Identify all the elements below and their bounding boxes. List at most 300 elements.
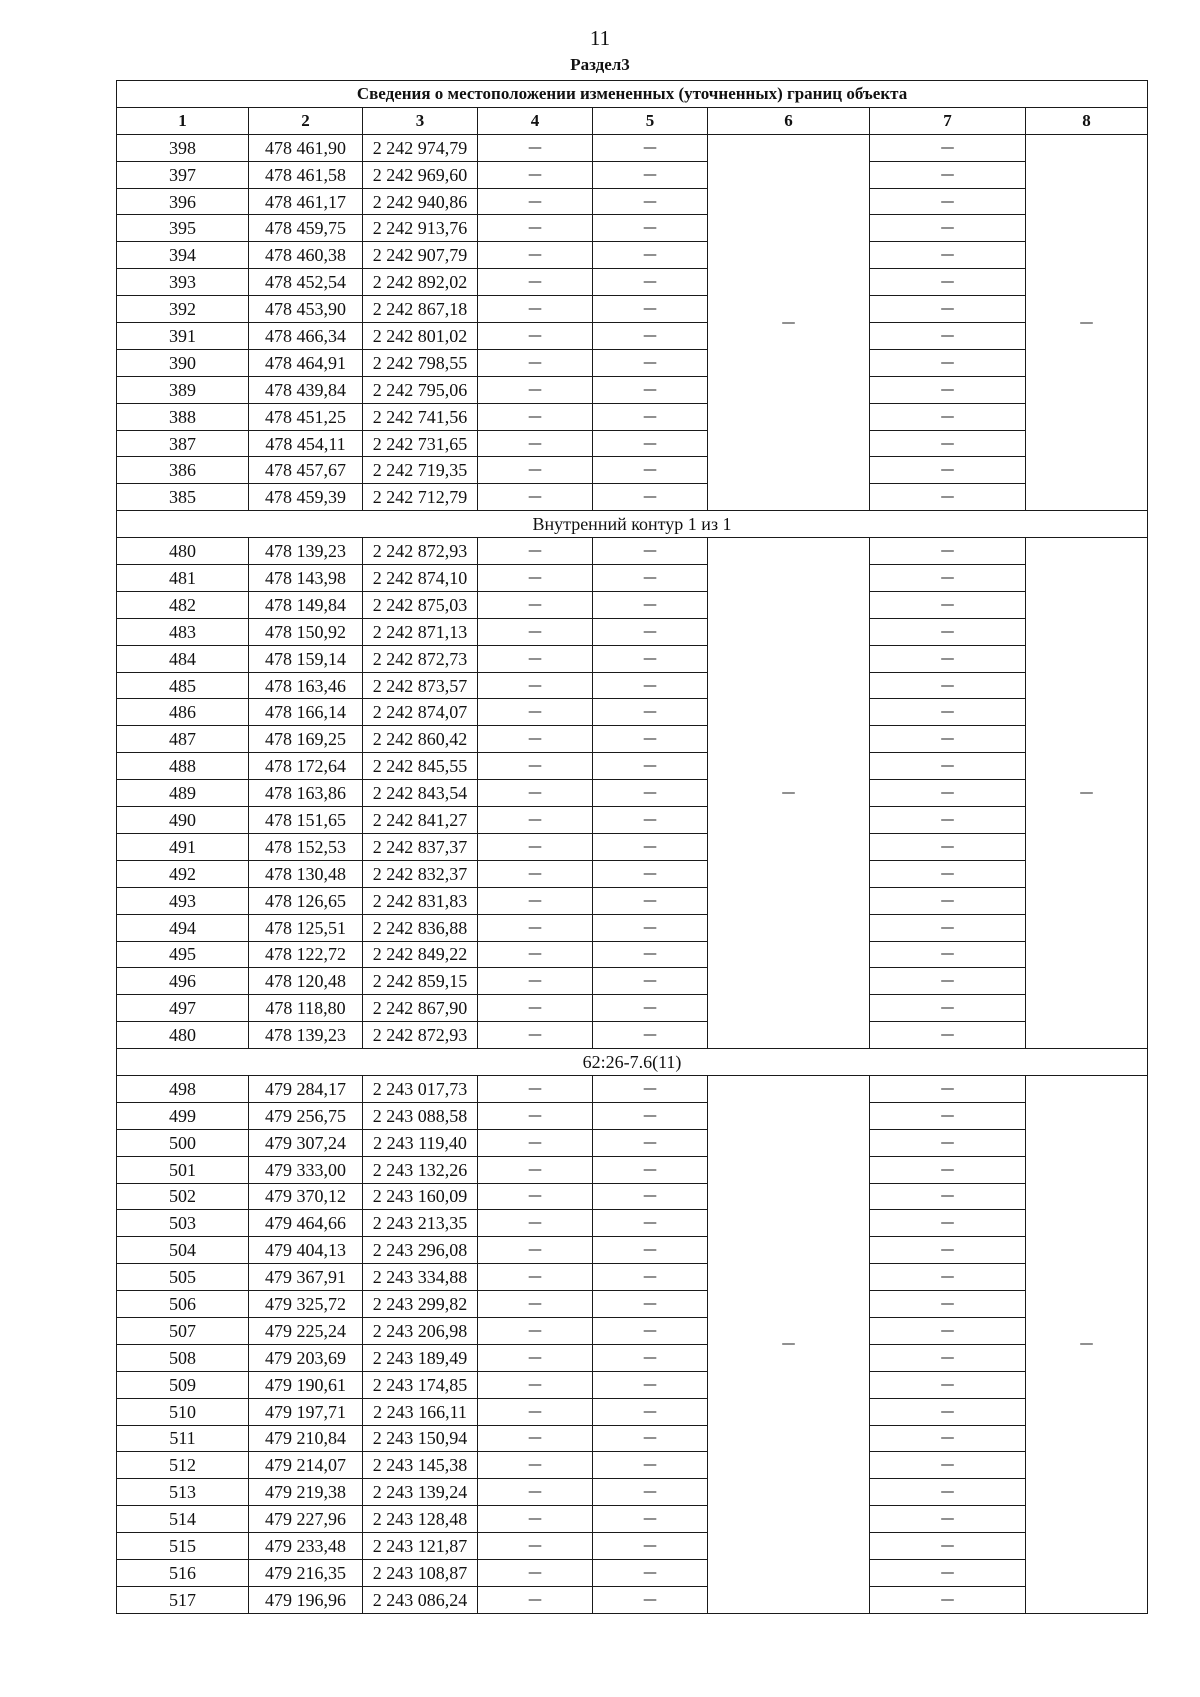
- point-number-cell: 502: [117, 1183, 249, 1210]
- col7-dash-cell: —: [870, 1371, 1026, 1398]
- col7-dash-cell: —: [870, 538, 1026, 565]
- x-coordinate-cell: 478 120,48: [249, 968, 363, 995]
- table-row: [117, 1586, 1148, 1613]
- x-coordinate-cell: 478 169,25: [249, 726, 363, 753]
- col4-dash-cell: —: [478, 726, 593, 753]
- col7-dash-cell: —: [870, 1317, 1026, 1344]
- col6-merged-dash-cell: —: [708, 538, 870, 1049]
- table-row: [117, 1102, 1148, 1129]
- column-header: 6: [708, 107, 870, 134]
- col4-dash-cell: —: [478, 484, 593, 511]
- y-coordinate-cell: 2 242 836,88: [363, 914, 478, 941]
- point-number-cell: 481: [117, 565, 249, 592]
- table-row: [117, 349, 1148, 376]
- y-coordinate-cell: 2 243 132,26: [363, 1156, 478, 1183]
- point-number-cell: 512: [117, 1452, 249, 1479]
- x-coordinate-cell: 478 453,90: [249, 296, 363, 323]
- col7-dash-cell: —: [870, 188, 1026, 215]
- col7-dash-cell: —: [870, 1425, 1026, 1452]
- col7-dash-cell: —: [870, 1533, 1026, 1560]
- point-number-cell: 485: [117, 672, 249, 699]
- y-coordinate-cell: 2 243 296,08: [363, 1237, 478, 1264]
- table-row: [117, 538, 1148, 565]
- y-coordinate-cell: 2 242 873,57: [363, 672, 478, 699]
- col5-dash-cell: —: [593, 1264, 708, 1291]
- col7-dash-cell: —: [870, 134, 1026, 161]
- x-coordinate-cell: 479 284,17: [249, 1075, 363, 1102]
- col4-dash-cell: —: [478, 161, 593, 188]
- col7-dash-cell: —: [870, 161, 1026, 188]
- col7-dash-cell: —: [870, 1479, 1026, 1506]
- y-coordinate-cell: 2 243 166,11: [363, 1398, 478, 1425]
- x-coordinate-cell: 479 216,35: [249, 1559, 363, 1586]
- y-coordinate-cell: 2 242 871,13: [363, 618, 478, 645]
- col5-dash-cell: —: [593, 215, 708, 242]
- col5-dash-cell: —: [593, 1317, 708, 1344]
- col4-dash-cell: —: [478, 780, 593, 807]
- col5-dash-cell: —: [593, 376, 708, 403]
- point-number-cell: 505: [117, 1264, 249, 1291]
- col4-dash-cell: —: [478, 1425, 593, 1452]
- x-coordinate-cell: 478 143,98: [249, 565, 363, 592]
- table-row: [117, 1210, 1148, 1237]
- point-number-cell: 391: [117, 323, 249, 350]
- point-number-cell: 393: [117, 269, 249, 296]
- table-row: [117, 833, 1148, 860]
- col4-dash-cell: —: [478, 242, 593, 269]
- col5-dash-cell: —: [593, 349, 708, 376]
- point-number-cell: 491: [117, 833, 249, 860]
- contour-label-row: [117, 1049, 1148, 1076]
- col7-dash-cell: —: [870, 1022, 1026, 1049]
- point-number-cell: 499: [117, 1102, 249, 1129]
- y-coordinate-cell: 2 242 831,83: [363, 887, 478, 914]
- x-coordinate-cell: 479 233,48: [249, 1533, 363, 1560]
- table-row: [117, 995, 1148, 1022]
- col4-dash-cell: —: [478, 403, 593, 430]
- col7-dash-cell: —: [870, 860, 1026, 887]
- table-row: [117, 403, 1148, 430]
- y-coordinate-cell: 2 242 860,42: [363, 726, 478, 753]
- y-coordinate-cell: 2 242 841,27: [363, 807, 478, 834]
- y-coordinate-cell: 2 242 940,86: [363, 188, 478, 215]
- x-coordinate-cell: 478 163,86: [249, 780, 363, 807]
- contour-label: Внутренний контур 1 из 1: [117, 511, 1148, 538]
- col7-dash-cell: —: [870, 1156, 1026, 1183]
- point-number-cell: 506: [117, 1291, 249, 1318]
- point-number-cell: 385: [117, 484, 249, 511]
- table-row: [117, 323, 1148, 350]
- col5-dash-cell: —: [593, 457, 708, 484]
- table-row: [117, 807, 1148, 834]
- col4-dash-cell: —: [478, 1533, 593, 1560]
- point-number-cell: 387: [117, 430, 249, 457]
- point-number-cell: 492: [117, 860, 249, 887]
- x-coordinate-cell: 479 210,84: [249, 1425, 363, 1452]
- col7-dash-cell: —: [870, 1075, 1026, 1102]
- col5-dash-cell: —: [593, 296, 708, 323]
- x-coordinate-cell: 479 196,96: [249, 1586, 363, 1613]
- y-coordinate-cell: 2 243 145,38: [363, 1452, 478, 1479]
- col7-dash-cell: —: [870, 1398, 1026, 1425]
- y-coordinate-cell: 2 242 832,37: [363, 860, 478, 887]
- x-coordinate-cell: 479 197,71: [249, 1398, 363, 1425]
- point-number-cell: 507: [117, 1317, 249, 1344]
- table-row: [117, 1237, 1148, 1264]
- col4-dash-cell: —: [478, 591, 593, 618]
- x-coordinate-cell: 479 225,24: [249, 1317, 363, 1344]
- table-row: [117, 161, 1148, 188]
- table-row: [117, 1183, 1148, 1210]
- y-coordinate-cell: 2 243 150,94: [363, 1425, 478, 1452]
- col7-dash-cell: —: [870, 672, 1026, 699]
- col4-dash-cell: —: [478, 565, 593, 592]
- col5-dash-cell: —: [593, 887, 708, 914]
- contour-label-row: [117, 511, 1148, 538]
- col4-dash-cell: —: [478, 1506, 593, 1533]
- col4-dash-cell: —: [478, 349, 593, 376]
- col4-dash-cell: —: [478, 188, 593, 215]
- point-number-cell: 510: [117, 1398, 249, 1425]
- col7-dash-cell: —: [870, 645, 1026, 672]
- column-numbers-row: [117, 107, 1148, 134]
- col7-dash-cell: —: [870, 1452, 1026, 1479]
- y-coordinate-cell: 2 242 843,54: [363, 780, 478, 807]
- y-coordinate-cell: 2 243 299,82: [363, 1291, 478, 1318]
- col7-dash-cell: —: [870, 753, 1026, 780]
- table-row: [117, 726, 1148, 753]
- y-coordinate-cell: 2 242 867,18: [363, 296, 478, 323]
- point-number-cell: 514: [117, 1506, 249, 1533]
- y-coordinate-cell: 2 242 872,93: [363, 538, 478, 565]
- col7-dash-cell: —: [870, 376, 1026, 403]
- point-number-cell: 480: [117, 538, 249, 565]
- y-coordinate-cell: 2 242 874,10: [363, 565, 478, 592]
- point-number-cell: 398: [117, 134, 249, 161]
- table-row: [117, 941, 1148, 968]
- col4-dash-cell: —: [478, 1075, 593, 1102]
- table-row: [117, 1264, 1148, 1291]
- x-coordinate-cell: 478 130,48: [249, 860, 363, 887]
- col7-dash-cell: —: [870, 1183, 1026, 1210]
- y-coordinate-cell: 2 242 867,90: [363, 995, 478, 1022]
- col7-dash-cell: —: [870, 1559, 1026, 1586]
- column-header: 3: [363, 107, 478, 134]
- point-number-cell: 516: [117, 1559, 249, 1586]
- col8-merged-dash-cell: —: [1026, 538, 1148, 1049]
- table-body: [117, 134, 1148, 1613]
- col7-dash-cell: —: [870, 457, 1026, 484]
- table-row: [117, 699, 1148, 726]
- col5-dash-cell: —: [593, 1156, 708, 1183]
- col5-dash-cell: —: [593, 833, 708, 860]
- x-coordinate-cell: 478 159,14: [249, 645, 363, 672]
- table-row: [117, 1559, 1148, 1586]
- table-row: [117, 860, 1148, 887]
- col7-dash-cell: —: [870, 1344, 1026, 1371]
- y-coordinate-cell: 2 242 837,37: [363, 833, 478, 860]
- table-row: [117, 376, 1148, 403]
- point-number-cell: 503: [117, 1210, 249, 1237]
- point-number-cell: 496: [117, 968, 249, 995]
- section-title: Раздел3: [570, 55, 630, 74]
- y-coordinate-cell: 2 243 213,35: [363, 1210, 478, 1237]
- col5-dash-cell: —: [593, 134, 708, 161]
- y-coordinate-cell: 2 243 174,85: [363, 1371, 478, 1398]
- table-row: [117, 968, 1148, 995]
- col4-dash-cell: —: [478, 1264, 593, 1291]
- col7-dash-cell: —: [870, 430, 1026, 457]
- col7-dash-cell: —: [870, 242, 1026, 269]
- col5-dash-cell: —: [593, 1102, 708, 1129]
- x-coordinate-cell: 479 404,13: [249, 1237, 363, 1264]
- col4-dash-cell: —: [478, 618, 593, 645]
- col5-dash-cell: —: [593, 1129, 708, 1156]
- col4-dash-cell: —: [478, 430, 593, 457]
- col5-dash-cell: —: [593, 1559, 708, 1586]
- col4-dash-cell: —: [478, 995, 593, 1022]
- y-coordinate-cell: 2 242 875,03: [363, 591, 478, 618]
- col7-dash-cell: —: [870, 1264, 1026, 1291]
- point-number-cell: 509: [117, 1371, 249, 1398]
- x-coordinate-cell: 478 139,23: [249, 1022, 363, 1049]
- x-coordinate-cell: 478 166,14: [249, 699, 363, 726]
- boundary-coordinates-table: [116, 80, 1148, 1614]
- x-coordinate-cell: 478 439,84: [249, 376, 363, 403]
- col4-dash-cell: —: [478, 1237, 593, 1264]
- table-row: [117, 618, 1148, 645]
- x-coordinate-cell: 479 256,75: [249, 1102, 363, 1129]
- col5-dash-cell: —: [593, 1210, 708, 1237]
- table-row: [117, 591, 1148, 618]
- point-number-cell: 490: [117, 807, 249, 834]
- col5-dash-cell: —: [593, 618, 708, 645]
- table-row: [117, 1156, 1148, 1183]
- col7-dash-cell: —: [870, 887, 1026, 914]
- col5-dash-cell: —: [593, 780, 708, 807]
- col8-merged-dash-cell: —: [1026, 134, 1148, 510]
- col4-dash-cell: —: [478, 1156, 593, 1183]
- col4-dash-cell: —: [478, 538, 593, 565]
- col4-dash-cell: —: [478, 1210, 593, 1237]
- x-coordinate-cell: 478 466,34: [249, 323, 363, 350]
- table-row: [117, 1425, 1148, 1452]
- col7-dash-cell: —: [870, 269, 1026, 296]
- x-coordinate-cell: 478 457,67: [249, 457, 363, 484]
- col7-dash-cell: —: [870, 1237, 1026, 1264]
- x-coordinate-cell: 478 464,91: [249, 349, 363, 376]
- point-number-cell: 396: [117, 188, 249, 215]
- table-row: [117, 1533, 1148, 1560]
- y-coordinate-cell: 2 242 741,56: [363, 403, 478, 430]
- table-row: [117, 1022, 1148, 1049]
- col5-dash-cell: —: [593, 161, 708, 188]
- x-coordinate-cell: 479 464,66: [249, 1210, 363, 1237]
- table-row: [117, 1371, 1148, 1398]
- col5-dash-cell: —: [593, 1506, 708, 1533]
- table-row: [117, 565, 1148, 592]
- col7-dash-cell: —: [870, 1210, 1026, 1237]
- point-number-cell: 498: [117, 1075, 249, 1102]
- col7-dash-cell: —: [870, 726, 1026, 753]
- col5-dash-cell: —: [593, 1586, 708, 1613]
- column-header: 4: [478, 107, 593, 134]
- col4-dash-cell: —: [478, 296, 593, 323]
- col5-dash-cell: —: [593, 242, 708, 269]
- y-coordinate-cell: 2 242 969,60: [363, 161, 478, 188]
- x-coordinate-cell: 479 333,00: [249, 1156, 363, 1183]
- y-coordinate-cell: 2 242 798,55: [363, 349, 478, 376]
- contour-label: 62:26-7.6(11): [117, 1049, 1148, 1076]
- col7-dash-cell: —: [870, 215, 1026, 242]
- point-number-cell: 504: [117, 1237, 249, 1264]
- col4-dash-cell: —: [478, 1586, 593, 1613]
- col6-merged-dash-cell: —: [708, 1075, 870, 1613]
- col5-dash-cell: —: [593, 1425, 708, 1452]
- table-row: [117, 296, 1148, 323]
- point-number-cell: 494: [117, 914, 249, 941]
- table-row: [117, 242, 1148, 269]
- col5-dash-cell: —: [593, 941, 708, 968]
- x-coordinate-cell: 478 126,65: [249, 887, 363, 914]
- col5-dash-cell: —: [593, 1371, 708, 1398]
- x-coordinate-cell: 478 150,92: [249, 618, 363, 645]
- col5-dash-cell: —: [593, 269, 708, 296]
- y-coordinate-cell: 2 243 160,09: [363, 1183, 478, 1210]
- col5-dash-cell: —: [593, 995, 708, 1022]
- point-number-cell: 497: [117, 995, 249, 1022]
- point-number-cell: 482: [117, 591, 249, 618]
- col7-dash-cell: —: [870, 941, 1026, 968]
- col5-dash-cell: —: [593, 1452, 708, 1479]
- x-coordinate-cell: 479 367,91: [249, 1264, 363, 1291]
- column-header: 1: [117, 107, 249, 134]
- table-header: [117, 81, 1148, 135]
- table-row: [117, 457, 1148, 484]
- col4-dash-cell: —: [478, 1183, 593, 1210]
- table-row: [117, 753, 1148, 780]
- y-coordinate-cell: 2 243 128,48: [363, 1506, 478, 1533]
- col7-dash-cell: —: [870, 1102, 1026, 1129]
- col7-dash-cell: —: [870, 1129, 1026, 1156]
- col7-dash-cell: —: [870, 914, 1026, 941]
- col4-dash-cell: —: [478, 645, 593, 672]
- col5-dash-cell: —: [593, 914, 708, 941]
- col4-dash-cell: —: [478, 914, 593, 941]
- y-coordinate-cell: 2 243 189,49: [363, 1344, 478, 1371]
- col5-dash-cell: —: [593, 726, 708, 753]
- table-row: [117, 887, 1148, 914]
- y-coordinate-cell: 2 242 874,07: [363, 699, 478, 726]
- col4-dash-cell: —: [478, 753, 593, 780]
- col4-dash-cell: —: [478, 1129, 593, 1156]
- col4-dash-cell: —: [478, 968, 593, 995]
- col5-dash-cell: —: [593, 1398, 708, 1425]
- y-coordinate-cell: 2 242 913,76: [363, 215, 478, 242]
- col7-dash-cell: —: [870, 323, 1026, 350]
- col5-dash-cell: —: [593, 403, 708, 430]
- y-coordinate-cell: 2 242 849,22: [363, 941, 478, 968]
- table-row: [117, 780, 1148, 807]
- col5-dash-cell: —: [593, 1075, 708, 1102]
- y-coordinate-cell: 2 242 712,79: [363, 484, 478, 511]
- col7-dash-cell: —: [870, 1291, 1026, 1318]
- x-coordinate-cell: 479 219,38: [249, 1479, 363, 1506]
- col4-dash-cell: —: [478, 1102, 593, 1129]
- col5-dash-cell: —: [593, 188, 708, 215]
- col5-dash-cell: —: [593, 1479, 708, 1506]
- col5-dash-cell: —: [593, 1183, 708, 1210]
- col4-dash-cell: —: [478, 860, 593, 887]
- table-row: [117, 1344, 1148, 1371]
- x-coordinate-cell: 478 451,25: [249, 403, 363, 430]
- x-coordinate-cell: 478 459,39: [249, 484, 363, 511]
- col4-dash-cell: —: [478, 941, 593, 968]
- point-number-cell: 515: [117, 1533, 249, 1560]
- y-coordinate-cell: 2 242 795,06: [363, 376, 478, 403]
- col8-merged-dash-cell: —: [1026, 1075, 1148, 1613]
- point-number-cell: 388: [117, 403, 249, 430]
- col4-dash-cell: —: [478, 807, 593, 834]
- y-coordinate-cell: 2 243 119,40: [363, 1129, 478, 1156]
- point-number-cell: 392: [117, 296, 249, 323]
- col5-dash-cell: —: [593, 645, 708, 672]
- col7-dash-cell: —: [870, 699, 1026, 726]
- page-number: 11: [589, 26, 611, 50]
- col7-dash-cell: —: [870, 296, 1026, 323]
- point-number-cell: 397: [117, 161, 249, 188]
- x-coordinate-cell: 478 125,51: [249, 914, 363, 941]
- point-number-cell: 511: [117, 1425, 249, 1452]
- col5-dash-cell: —: [593, 1022, 708, 1049]
- table-row: [117, 215, 1148, 242]
- x-coordinate-cell: 478 122,72: [249, 941, 363, 968]
- column-header: 8: [1026, 107, 1148, 134]
- x-coordinate-cell: 478 452,54: [249, 269, 363, 296]
- col5-dash-cell: —: [593, 484, 708, 511]
- y-coordinate-cell: 2 243 121,87: [363, 1533, 478, 1560]
- col4-dash-cell: —: [478, 1344, 593, 1371]
- table-row: [117, 1317, 1148, 1344]
- col5-dash-cell: —: [593, 807, 708, 834]
- y-coordinate-cell: 2 242 859,15: [363, 968, 478, 995]
- col4-dash-cell: —: [478, 134, 593, 161]
- x-coordinate-cell: 479 325,72: [249, 1291, 363, 1318]
- col5-dash-cell: —: [593, 672, 708, 699]
- point-number-cell: 495: [117, 941, 249, 968]
- col5-dash-cell: —: [593, 860, 708, 887]
- col7-dash-cell: —: [870, 403, 1026, 430]
- x-coordinate-cell: 479 203,69: [249, 1344, 363, 1371]
- col5-dash-cell: —: [593, 1237, 708, 1264]
- col4-dash-cell: —: [478, 1291, 593, 1318]
- table-row: [117, 134, 1148, 161]
- table-row: [117, 1506, 1148, 1533]
- col4-dash-cell: —: [478, 376, 593, 403]
- x-coordinate-cell: 479 227,96: [249, 1506, 363, 1533]
- table-row: [117, 645, 1148, 672]
- table-caption: Сведения о местоположении измененных (уточненных) границ объекта: [117, 81, 1148, 108]
- col4-dash-cell: —: [478, 1398, 593, 1425]
- point-number-cell: 500: [117, 1129, 249, 1156]
- point-number-cell: 480: [117, 1022, 249, 1049]
- point-number-cell: 395: [117, 215, 249, 242]
- column-header: 2: [249, 107, 363, 134]
- col7-dash-cell: —: [870, 780, 1026, 807]
- x-coordinate-cell: 478 152,53: [249, 833, 363, 860]
- x-coordinate-cell: 478 460,38: [249, 242, 363, 269]
- col4-dash-cell: —: [478, 1559, 593, 1586]
